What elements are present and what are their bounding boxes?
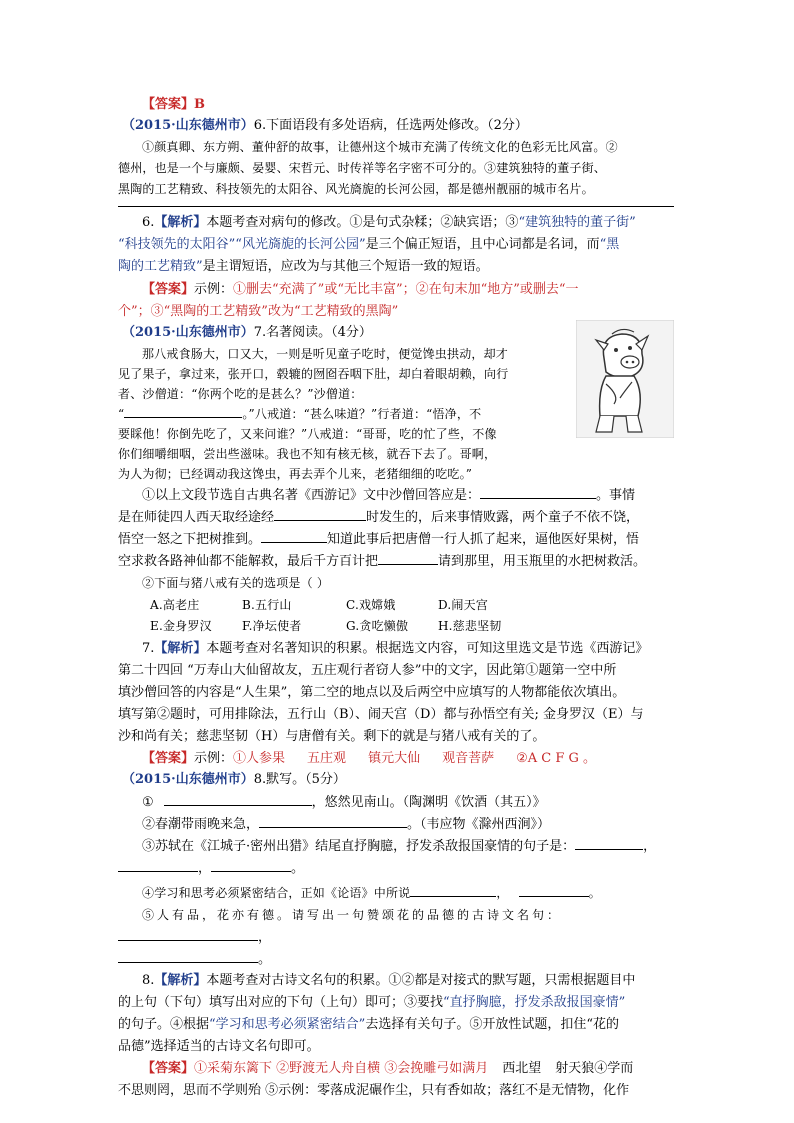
- explanation-6-line: 陶的工艺精致”是主谓短语，应改为与其他三个短语一致的短语。: [118, 259, 489, 274]
- reading-line: 要睬他！你倒先吃了，又来问谁？”八戒道：“哥哥，吃的忙了些，不像: [118, 427, 497, 441]
- reading-line: 为人为彻；已经调动我这馋虫，再去弄个儿来，老猪细细的吃吃。”: [118, 467, 473, 481]
- option-item[interactable]: C.戏嫦娥: [346, 598, 396, 612]
- question-7-line: 悟空一怒之下把树推到。 知道此事后把唐僧一行人抓了起来，逼他医好果树，悟: [118, 532, 640, 547]
- reading-line: “ 。”八戒道：“甚么味道？”行者道：“悟净，不: [118, 407, 482, 421]
- question-8-line: ， 。: [118, 859, 304, 878]
- explanation-6-line: 6.【解析】本题考查对病句的修改。①是句式杂糅；②缺宾语；③“建筑独特的董子街”: [142, 215, 636, 230]
- question-8-line: 。: [118, 950, 271, 969]
- fill-blank[interactable]: [124, 405, 242, 418]
- question-stem: 7.名著阅读。（4分）: [253, 325, 372, 340]
- question-7-header: [122, 324, 372, 342]
- reading-line: 那八戒食肠大，口又大，一则是听见童子吃时，便觉馋虫拱动，却才: [142, 347, 509, 361]
- fill-blank[interactable]: [259, 815, 407, 828]
- explanation-label: 【解析】: [154, 215, 207, 230]
- question-8-line: ③苏轼在《江城子·密州出猎》结尾直抒胸臆，抒发杀敌报国豪情的句子是： ，: [142, 839, 657, 854]
- question-7-line: 是在师徒四人西天取经途经 时发生的，后来事情败露，两个童子不依不饶，: [118, 510, 640, 525]
- question-8-line: ，: [118, 928, 271, 947]
- explanation-7-line: 填写第②题时，可用排除法，五行山（B）、闹天宫（D）都与孙悟空有关; 金身罗汉（E）与: [118, 707, 644, 722]
- option-item[interactable]: F.净坛使者: [242, 619, 302, 633]
- answer-8-line: 不思则罔，思而不学则殆 ⑤示例：零落成泥碾作尘，只有香如故；落红不是无情物，化作: [118, 1083, 630, 1098]
- reading-line: 者、沙僧道：“你两个吃的是甚么？”沙僧道：: [118, 387, 363, 401]
- fill-blank[interactable]: [261, 530, 327, 543]
- answer-label: 【答案】: [142, 97, 195, 112]
- question-source: （2015·山东德州市）: [122, 118, 254, 133]
- question-6-text-line: 德州，也是一个与廉颇、晏婴、宋哲元、时传祥等名字密不可分的。③建筑独特的董子街、: [118, 161, 607, 175]
- fill-blank[interactable]: [480, 486, 596, 499]
- fill-blank[interactable]: [164, 793, 312, 806]
- fill-blank[interactable]: [118, 950, 258, 963]
- explanation-6-line: “科技领先的太阳谷”“风光旖旎的长河公园”是三个偏正短语，且中心词都是名词，而“黑: [118, 237, 620, 252]
- options-row: [150, 617, 501, 635]
- option-item[interactable]: B.五行山: [242, 598, 292, 612]
- option-item[interactable]: H.慈悲坚韧: [438, 619, 502, 633]
- question-7-line: 空求救各路神仙都不能解救，最后千方百计把 请到那里，用玉瓶里的水把树救活。: [118, 554, 647, 569]
- answer-5: [142, 96, 205, 114]
- question-8-line: ②春潮带雨晚来急， 。（韦应物《滁州西涧》）: [142, 817, 551, 832]
- option-item[interactable]: A.高老庄: [150, 598, 200, 612]
- explanation-7-line: 第二十四回 “万寿山大仙留故友，五庄观行者窃人参”中的文字，因此第①题第一空中所: [118, 663, 617, 678]
- explanation-8-line: 的上句（下句）填写出对应的下句（上句）即可；③要找“直抒胸臆，抒发杀敌报国豪情”: [118, 995, 626, 1010]
- option-item[interactable]: G.贪吃懒傲: [346, 619, 409, 633]
- explanation-label: 【解析】: [154, 973, 207, 988]
- fill-blank[interactable]: [274, 508, 366, 521]
- answer-6-line: 【答案】示例：①删去“充满了”或“无比丰富”；②在句末加“地方”或删去“一: [142, 282, 579, 297]
- fill-blank[interactable]: [410, 884, 496, 897]
- option-item[interactable]: E.金身罗汉: [150, 619, 212, 633]
- explanation-label: 【解析】: [154, 641, 207, 656]
- question-stem: 8.默写。（5分）: [253, 772, 346, 787]
- explanation-8-line: 的句子。④根据“学习和思考必须紧密结合”去选择有关句子。⑤开放性试题，扣住“花的: [118, 1017, 619, 1032]
- question-source: （2015·山东德州市）: [122, 325, 254, 340]
- fill-blank[interactable]: [211, 859, 291, 872]
- reading-line: 你们细嚼细咽，尝出些滋味。我也不知有核无核，就吞下去了。哥啊，: [118, 447, 497, 461]
- reading-line: 见了果子，拿过来，张开口，毂辘的囫囵吞咽下肚，却白着眼胡赖，向行: [118, 367, 509, 381]
- answer-8-line: 【答案】①采菊东篱下 ②野渡无人舟自横 ③会挽雕弓如满月 西北望 射天狼④学而: [142, 1061, 634, 1076]
- question-6-text-line: 黑陶的工艺精致、科技领先的太阳谷、风光旖旎的长河公园，都是德州靓丽的城市名片。: [118, 182, 594, 196]
- question-6-text-line: ①颜真卿、东方朔、董仲舒的故事，让德州这个城市充满了传统文化的色彩无比风富。②: [142, 140, 618, 154]
- explanation-8-line: 品德”选择适当的古诗文名句即可。: [118, 1039, 320, 1054]
- question-7-line: ②下面与猪八戒有关的选项是（ ）: [142, 576, 330, 590]
- explanation-7-line: 7.【解析】本题考查对名著知识的积累。根据选文内容，可知这里选文是节选《西游记》: [142, 641, 649, 656]
- explanation-7-line: 沙和尚有关；慈悲坚韧（H）与唐僧有关。剩下的就是与猪八戒有关的了。: [118, 729, 546, 744]
- explanation-8-line: 8.【解析】本题考查对古诗文名句的积累。①②都是对接式的默写题，只需根据题目中: [142, 973, 636, 988]
- question-8-line: ① ，悠然见南山。（陶渊明《饮酒（其五）》: [142, 795, 546, 810]
- question-8-header: [122, 771, 346, 789]
- answer-label: 【答案】: [142, 1061, 195, 1076]
- answer-6-line: 个”；③“黑陶的工艺精致”改为“工艺精致的黑陶”: [118, 304, 399, 319]
- answer-label: 【答案】: [142, 751, 195, 766]
- fill-blank[interactable]: [378, 552, 438, 565]
- answer-7-line: 【答案】示例：①人参果 五庄观 镇元大仙 观音菩萨 ②A C F G 。: [142, 751, 597, 766]
- fill-blank[interactable]: [519, 884, 589, 897]
- question-8-line: ④学习和思考必须紧密结合，正如《论语》中所说 ， 。: [142, 886, 601, 900]
- options-row: [150, 596, 488, 614]
- answer-label: 【答案】: [142, 282, 195, 297]
- zhu-bajie-illustration: [576, 320, 674, 438]
- question-source: （2015·山东德州市）: [122, 772, 254, 787]
- fill-blank[interactable]: [575, 837, 643, 850]
- question-6-header: [122, 117, 528, 135]
- fill-blank[interactable]: [118, 928, 258, 941]
- answer-value: B: [194, 97, 206, 112]
- explanation-7-line: 填沙僧回答的内容是“人生果”，第二空的地点以及后两空中应填写的人物都能依次填出。: [118, 685, 626, 700]
- option-item[interactable]: D.闹天宫: [438, 598, 489, 612]
- question-7-line: ①以上文段节选自古典名著《西游记》文中沙僧回答应是： 。事情: [142, 488, 636, 503]
- divider-line: [118, 206, 674, 207]
- fill-blank[interactable]: [118, 859, 198, 872]
- question-stem: 6.下面语段有多处语病，任选两处修改。（2分）: [253, 118, 528, 133]
- question-8-line: ⑤人有品，花亦有德。请写出一句赞颂花的品德的古诗文名句：: [142, 908, 563, 922]
